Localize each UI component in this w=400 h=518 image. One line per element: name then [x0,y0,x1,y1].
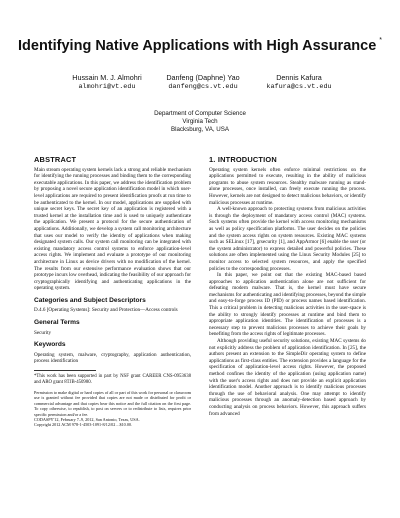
keywords-heading: Keywords [34,341,66,349]
permission-text: Permission to make digital or hard copies of all or part of this work for personal or classroom use is granted without fee provided that copies are not made or distributed for profit or commercial advantage and that copies bear this notice and the full citation on the first page. To copy otherwise, to republish, to post on servers or to redistribute to lists, requires prior specific permission and/or a fee. [34,390,191,417]
categories-text: D.4.6 [Operating Systems]: Security and Protection—Access controls [34,307,178,314]
intro-paragraph-2: A well-known approach to protecting systems from malicious activities is through the deployment of mandatory access control (MAC) systems. Such systems often provide the kernel with access monitoring mechanisms as well as policy specification platforms. The user decides on the policies and the system access rights on system resources. Existing MAC systems such as SELinux [17], grsecurity [1], and AppArmor [6] enable the user (or the system administrator) to express detailed and powerful policies. These solutions are often implemented using the Linux Security Modules [25] to monitor access to selected system resources, and apply the specified policies to the corresponding processes. [209,206,366,272]
intro-paragraph-1: Operating system kernels often enforce minimal restrictions on the applications permitted to execute, resulting in the ability of malicious programs to abuse system resources. Stealthy malware running as stand-alone processes, once installed, can freely execute running the process. However, kernels are not designed to detect malicious behaviors, or identify malicious processes at runtime. [209,166,366,206]
author-3 [239,73,359,92]
intro-paragraph-4: Although providing useful security solutions, existing MAC systems do not explicitly address the problem of application identification. In [25], the authors present an extension to the SimpleDir operating system to define applications as first-class entities. The extension provides a language for the specification of application-level access rights. However, the proposed method confines the identity of the application (using application name) with the user's access rights and does not provide an explicit application identification model. Another approach is to identify malicious processes through the use of behavioral analysis. One may attempt to identify malicious processes through an anomaly-detection based approach by conducting analysis on process behaviors. However, this approach suffers from advanced [209,338,366,417]
footnote-divider [34,370,96,371]
affiliation-dept: Department of Computer Science [154,110,246,117]
abstract-heading: ABSTRACT [34,155,77,164]
affiliation [0,110,400,135]
general-terms-text: Security [34,329,52,336]
acm-copyright-line: Copyright 2012 ACM 978-1-4503-1091-8/12/02 ...$10.00. [34,422,133,428]
affiliation-city: Blacksburg, VA, USA [170,126,229,134]
keywords-text: Operating system, malware, cryptography, application authentication, process identification [34,351,191,365]
right-column [209,157,366,417]
copyright-notice [34,390,191,428]
introduction-heading: 1. INTRODUCTION [209,155,277,164]
title-footnote-mark: * [379,37,382,44]
author-name: Danfeng (Daphne) Yao [166,73,240,82]
author-name: Hussain M. J. Almohri [72,73,142,82]
categories-heading: Categories and Subject Descriptors [34,296,146,304]
author-name: Dennis Kafura [276,73,322,82]
general-terms-heading: General Terms [34,319,80,327]
author-email[interactable]: kafura@cs.vt.edu [266,82,332,91]
funding-footnote: *This work has been supported in part by NSF grant CAREER CNS-0953638 and ARO grant 8TJB-450980. [34,374,191,386]
affiliation-university: Virginia Tech [182,118,218,126]
intro-paragraph-3: In this paper, we point out that the existing MAC-based based approaches to application authentication alone are not sufficient for defeating modern malware. That is, the kernel must have secure mechanisms for authenticating and identifying processes, beyond the simple and easy-to-forge process ID (PID) or process names based identification. This a critical problem in detecting malicious activities in the user-space is the ability to strongly identify processes at runtime and bind them to appropriate application identities. The identification of processes is a necessary step to prevent malicious processes to achieve their goals by benefiting from the access rights of legitimate processes. [209,272,366,338]
left-column [34,157,191,428]
abstract-text: Main stream operating system kernels lack a strong and reliable mechanism for identifying the running processes and binding them to the corresponding executable applications. In this paper, we address the identification problem by proposing a novel secure application identification model in which user-level applications are required to present identification proofs at run time to be authenticated to the kernel. In our model, applications are supplied with unique secret keys. The secret key of an application is registered with a trusted kernel at the installation time and is used to uniquely authenticate the application. We present a protocol for the secure authentication of applications. Additionally, we develop a system call monitoring architecture that uses our model to verify the identity of applications when making designated system calls. Our system call monitoring can be integrated with existing mandatory access control systems to enforce application-level access rights. We implement and evaluate a prototype of our monitoring architecture in Linux as device drivers with no modification of the kernel. The results from our extensive performance evaluation shows that our prototype incurs low overhead, indicating the feasibility of our approach for cryptographically identifying and authenticating applications in the operating system. [34,166,191,292]
title-text: Identifying Native Applications with High Assurance [18,38,377,54]
author-email[interactable]: danfeng@cs.vt.edu [168,82,238,91]
paper-title [0,38,400,54]
conference-line: CODASPY'12, February 7–9, 2012, San Antonio, Texas, USA. [34,417,140,423]
author-email[interactable]: almohri@vt.edu [78,82,136,91]
